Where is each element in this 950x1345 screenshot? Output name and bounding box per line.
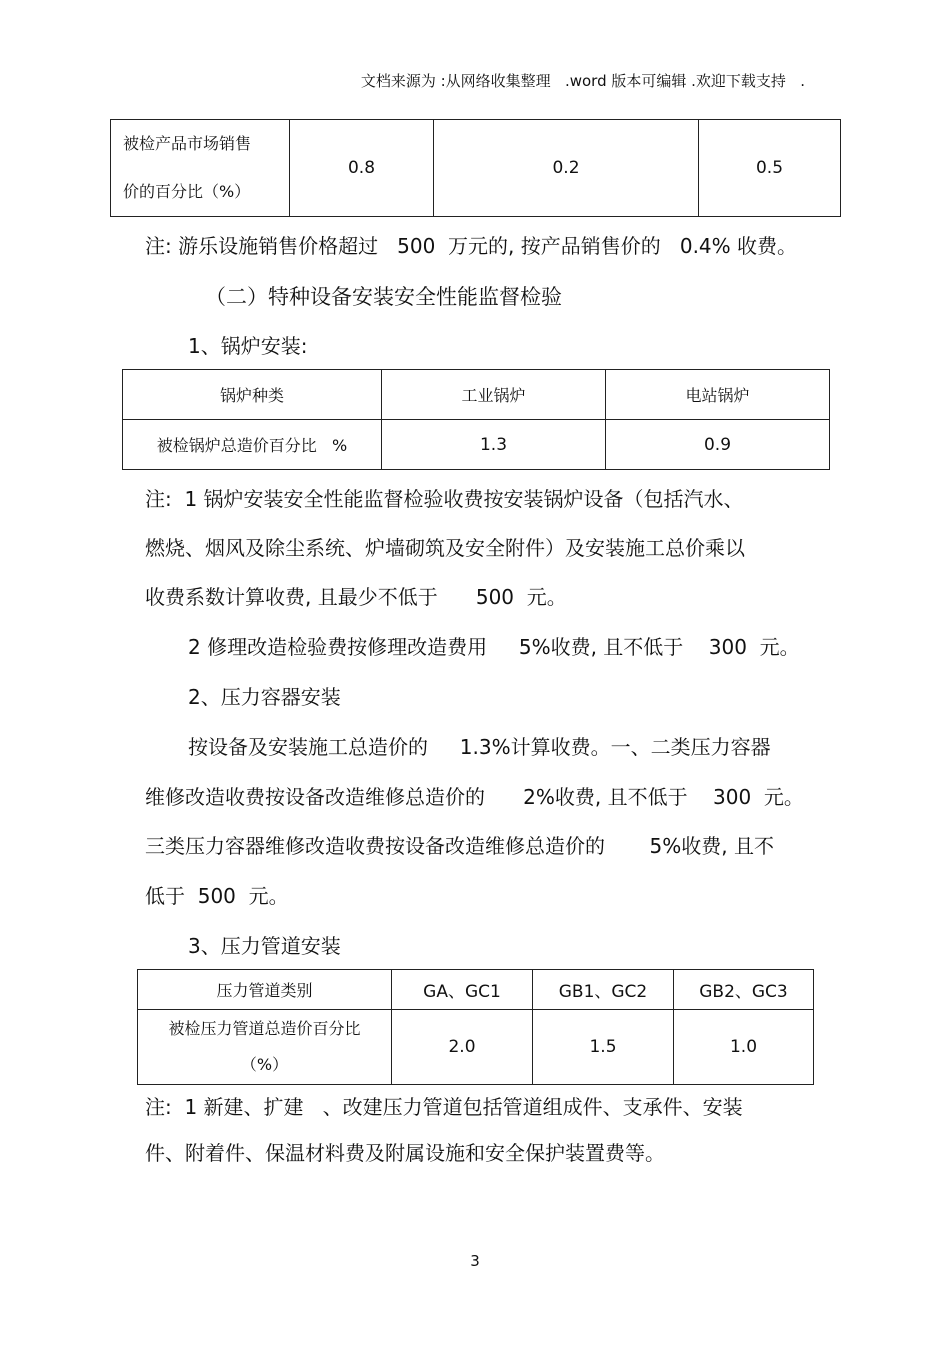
boiler-fee-table	[122, 369, 830, 470]
pressure-vessel-text-line: 低于 500 元。	[145, 884, 289, 908]
value-cell: 0.2	[434, 120, 699, 217]
pressure-vessel-text-line: 维修改造收费按设备改造维修总造价的 2%收费, 且不低于 300 元。	[145, 785, 804, 809]
pressure-pipe-title: 3、压力管道安装	[188, 934, 341, 958]
pressure-vessel-text-line: 按设备及安装施工总造价的 1.3%计算收费。一、二类压力容器	[188, 735, 771, 759]
table-row	[138, 1010, 814, 1085]
pressure-vessel-title: 2、压力容器安装	[188, 685, 341, 709]
column-header: 电站锅炉	[606, 370, 830, 420]
value-cell: 1.0	[674, 1010, 814, 1085]
value-cell: 0.5	[699, 120, 841, 217]
column-header: 工业锅炉	[382, 370, 606, 420]
boiler-note-line: 收费系数计算收费, 且最少不低于 500 元。	[145, 585, 567, 609]
note-amusement: 注: 游乐设施销售价格超过 500 万元的, 按产品销售价的 0.4% 收费。	[145, 234, 798, 258]
column-header: GB1、GC2	[533, 970, 674, 1010]
pipe-note-line: 件、附着件、保温材料费及附属设施和安全保护装置费等。	[145, 1141, 665, 1165]
table-header-row	[138, 970, 814, 1010]
value-cell: 2.0	[392, 1010, 533, 1085]
row-label-cell	[138, 1010, 392, 1085]
sales-price-table	[110, 119, 841, 217]
section-title: （二）特种设备安装安全性能监督检验	[205, 285, 562, 309]
row-label-line2: 价的百分比（%）	[123, 182, 251, 201]
pressure-pipe-table	[137, 969, 814, 1085]
table-row	[111, 120, 841, 217]
value-cell: 1.5	[533, 1010, 674, 1085]
page-header: 文档来源为 :从网络收集整理 .word 版本可编辑 .欢迎下载支持 .	[360, 72, 805, 90]
row-label-line1: 被检压力管道总造价百分比	[168, 1019, 361, 1038]
column-header: GB2、GC3	[674, 970, 814, 1010]
table-row	[123, 420, 830, 470]
row-label-cell	[111, 120, 290, 217]
column-header: 锅炉种类	[123, 370, 382, 420]
boiler-note-line: 2 修理改造检验费按修理改造费用 5%收费, 且不低于 300 元。	[188, 635, 800, 659]
row-label-cell: 被检锅炉总造价百分比 %	[123, 420, 382, 470]
boiler-note-line: 注: 1 锅炉安装安全性能监督检验收费按安装锅炉设备（包括汽水、	[145, 487, 744, 511]
boiler-note-line: 燃烧、烟风及除尘系统、炉墙砌筑及安全附件）及安装施工总价乘以	[145, 536, 745, 560]
pressure-vessel-text-line: 三类压力容器维修改造收费按设备改造维修总造价的 5%收费, 且不	[145, 834, 774, 858]
pipe-note-line: 注: 1 新建、扩建 、改建压力管道包括管道组成件、支承件、安装	[145, 1095, 743, 1119]
column-header: GA、GC1	[392, 970, 533, 1010]
column-header: 压力管道类别	[138, 970, 392, 1010]
value-cell: 0.9	[606, 420, 830, 470]
boiler-install-title: 1、锅炉安装:	[188, 334, 308, 358]
row-label-line2: （%）	[240, 1055, 289, 1074]
row-label-line1: 被检产品市场销售	[123, 134, 252, 153]
value-cell: 1.3	[382, 420, 606, 470]
page-number: 3	[470, 1252, 480, 1270]
table-header-row	[123, 370, 830, 420]
value-cell: 0.8	[290, 120, 434, 217]
